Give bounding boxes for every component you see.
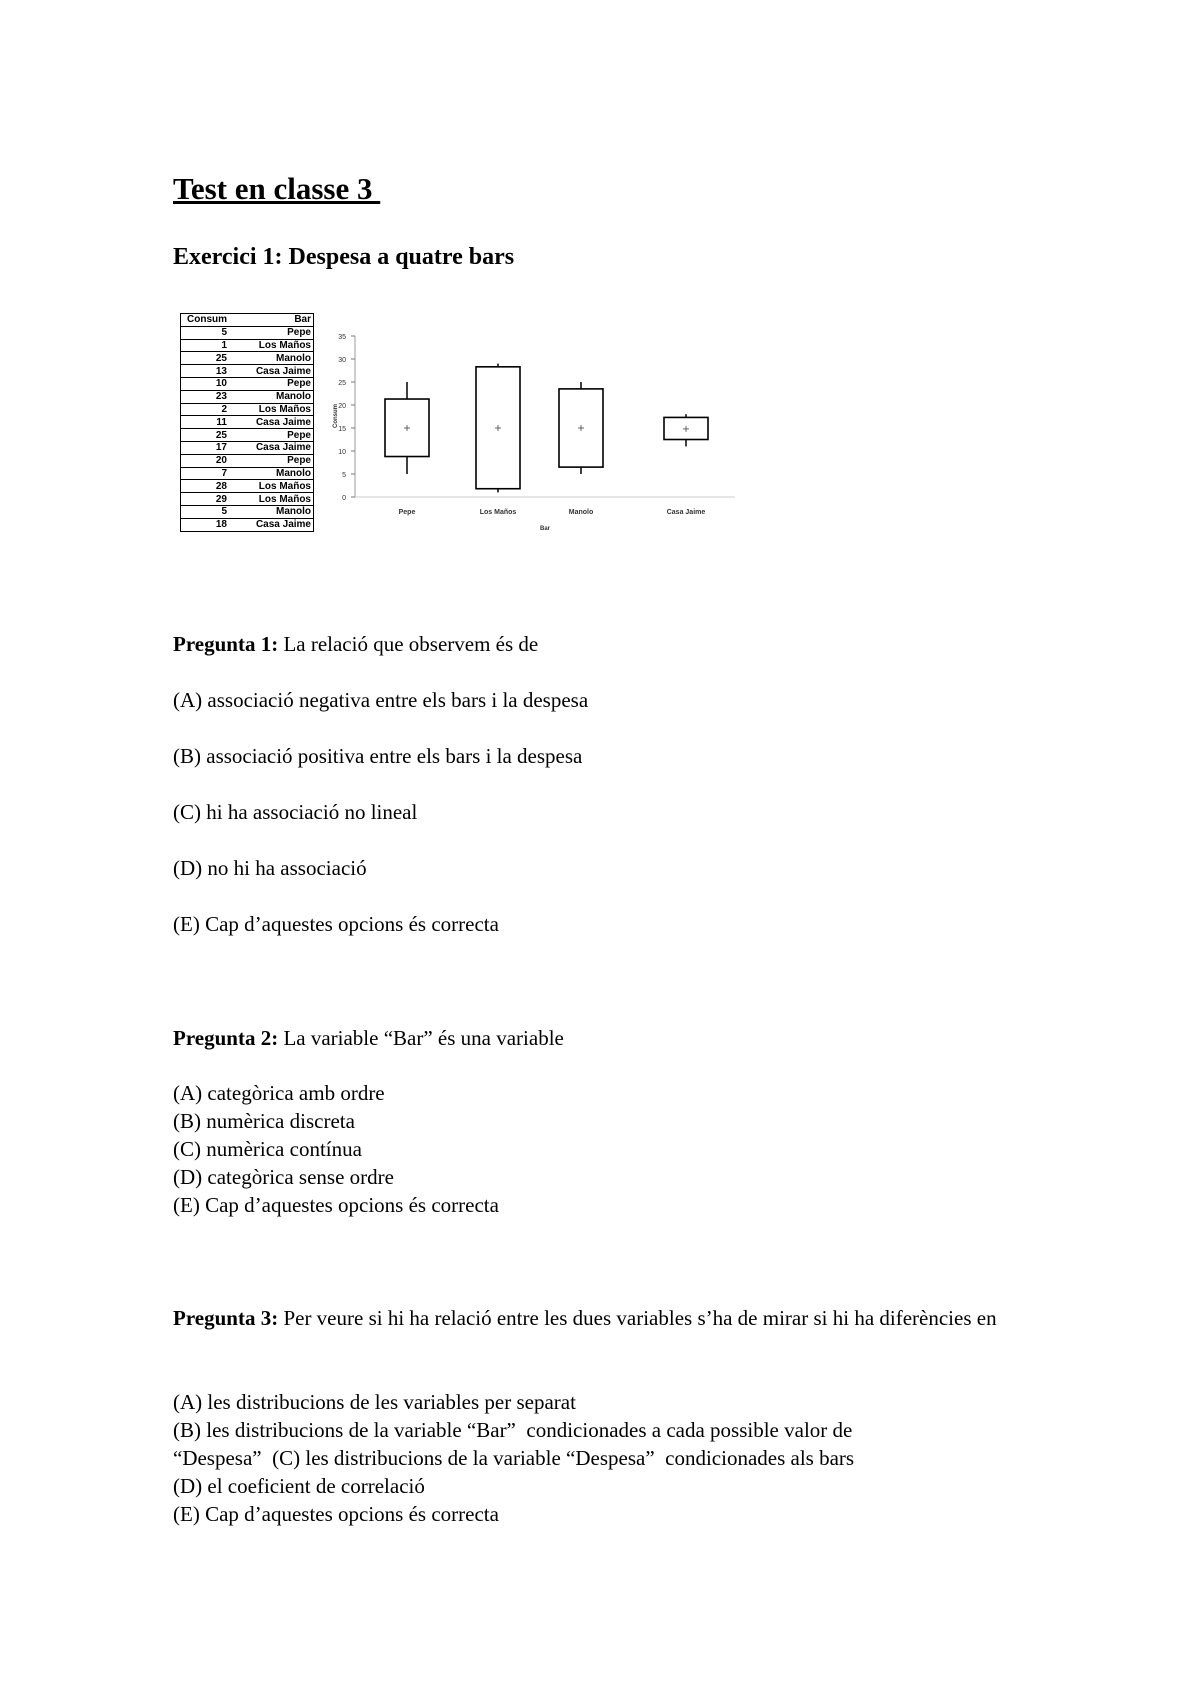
table-cell: Manolo — [229, 390, 314, 403]
table-cell: Pepe — [229, 429, 314, 442]
question-1-option-b: (B) associació positiva entre els bars i la despesa — [173, 744, 583, 768]
x-category-label: Pepe — [398, 509, 416, 516]
table-cell: 13 — [181, 365, 230, 378]
table-cell: Casa Jaime — [229, 518, 314, 531]
question-1-option-d: (D) no hi ha associació — [173, 856, 367, 880]
question-2 — [173, 1024, 564, 1052]
exercise-name: Despesa a quatre bars — [288, 244, 515, 270]
question-3-option-d: (D) el coeficient de correlació — [173, 1474, 425, 1498]
boxplot-chart — [0, 0, 1200, 560]
question-1-option-e: (E) Cap d’aquestes opcions és correcta — [173, 912, 499, 936]
table-cell: Manolo — [229, 467, 314, 480]
table-cell: Los Maños — [229, 403, 314, 416]
table-cell: Manolo — [229, 505, 314, 518]
table-cell: 25 — [181, 429, 230, 442]
table-cell: 10 — [181, 377, 230, 390]
page-title: Test en classe 3 — [173, 171, 381, 206]
table-cell: 1 — [181, 339, 230, 352]
y-tick-label: 5 — [342, 472, 346, 479]
question-1-option-c: (C) hi ha associació no lineal — [173, 800, 418, 824]
question-text: La variable “Bar” és una variable — [278, 1026, 564, 1050]
question-3 — [173, 1304, 1013, 1332]
question-3-option-b: (B) les distribucions de la variable “Bar” condicionades a cada possible valor de — [173, 1418, 853, 1442]
exercise-label: Exercici 1 — [173, 244, 275, 270]
question-label: Pregunta 3: — [173, 1306, 279, 1330]
table-cell: 25 — [181, 352, 230, 365]
question-label: Pregunta 1: — [173, 632, 279, 656]
column-header-consum: Consum — [181, 314, 230, 327]
x-category-label: Los Maños — [479, 509, 517, 516]
y-tick-label: 20 — [338, 403, 346, 410]
y-tick-label: 15 — [338, 426, 346, 433]
question-2-option-c: (C) numèrica contínua — [173, 1137, 362, 1161]
question-1 — [173, 630, 538, 658]
y-axis-label: Consum — [333, 404, 339, 428]
table-cell: Manolo — [229, 352, 314, 365]
column-header-bar: Bar — [229, 314, 314, 327]
table-cell: Pepe — [229, 454, 314, 467]
exercise-separator: : — [274, 244, 289, 270]
question-3-option-b-c: “Despesa” (C) les distribucions de la variable “Despesa” condicionades als bars — [173, 1446, 855, 1470]
table-cell: 2 — [181, 403, 230, 416]
table-cell: Pepe — [229, 326, 314, 339]
table-cell: Los Maños — [229, 493, 314, 506]
question-2-option-b: (B) numèrica discreta — [173, 1109, 355, 1133]
x-category-label: Casa Jaime — [666, 509, 706, 516]
x-axis-label: Bar — [539, 526, 551, 532]
table-cell: 28 — [181, 480, 230, 493]
y-tick-label: 25 — [338, 380, 346, 387]
table-cell: Casa Jaime — [229, 441, 314, 454]
question-label: Pregunta 2: — [173, 1026, 279, 1050]
x-category-label: Manolo — [568, 509, 594, 516]
y-tick-label: 10 — [338, 449, 346, 456]
table-cell: 5 — [181, 505, 230, 518]
question-3-option-e: (E) Cap d’aquestes opcions és correcta — [173, 1502, 499, 1526]
table-cell: 18 — [181, 518, 230, 531]
table-cell: Pepe — [229, 377, 314, 390]
y-tick-label: 35 — [338, 334, 346, 341]
y-tick-label: 30 — [338, 357, 346, 364]
table-cell: Los Maños — [229, 339, 314, 352]
table-cell: 23 — [181, 390, 230, 403]
y-tick-label: 0 — [342, 495, 346, 502]
question-2-option-d: (D) categòrica sense ordre — [173, 1165, 394, 1189]
table-cell: 7 — [181, 467, 230, 480]
table-cell: Los Maños — [229, 480, 314, 493]
table-cell: Casa Jaime — [229, 416, 314, 429]
table-cell: Casa Jaime — [229, 365, 314, 378]
question-text: Per veure si hi ha relació entre les dues variables s’ha de mirar si hi ha diferències en — [278, 1306, 997, 1330]
question-3-option-a: (A) les distribucions de les variables per separat — [173, 1390, 576, 1414]
question-text: La relació que observem és de — [278, 632, 539, 656]
question-1-option-a: (A) associació negativa entre els bars i la despesa — [173, 688, 589, 712]
table-cell: 11 — [181, 416, 230, 429]
table-cell: 5 — [181, 326, 230, 339]
table-cell: 29 — [181, 493, 230, 506]
question-2-option-e: (E) Cap d’aquestes opcions és correcta — [173, 1193, 499, 1217]
table-cell: 17 — [181, 441, 230, 454]
table-cell: 20 — [181, 454, 230, 467]
question-2-option-a: (A) categòrica amb ordre — [173, 1081, 385, 1105]
